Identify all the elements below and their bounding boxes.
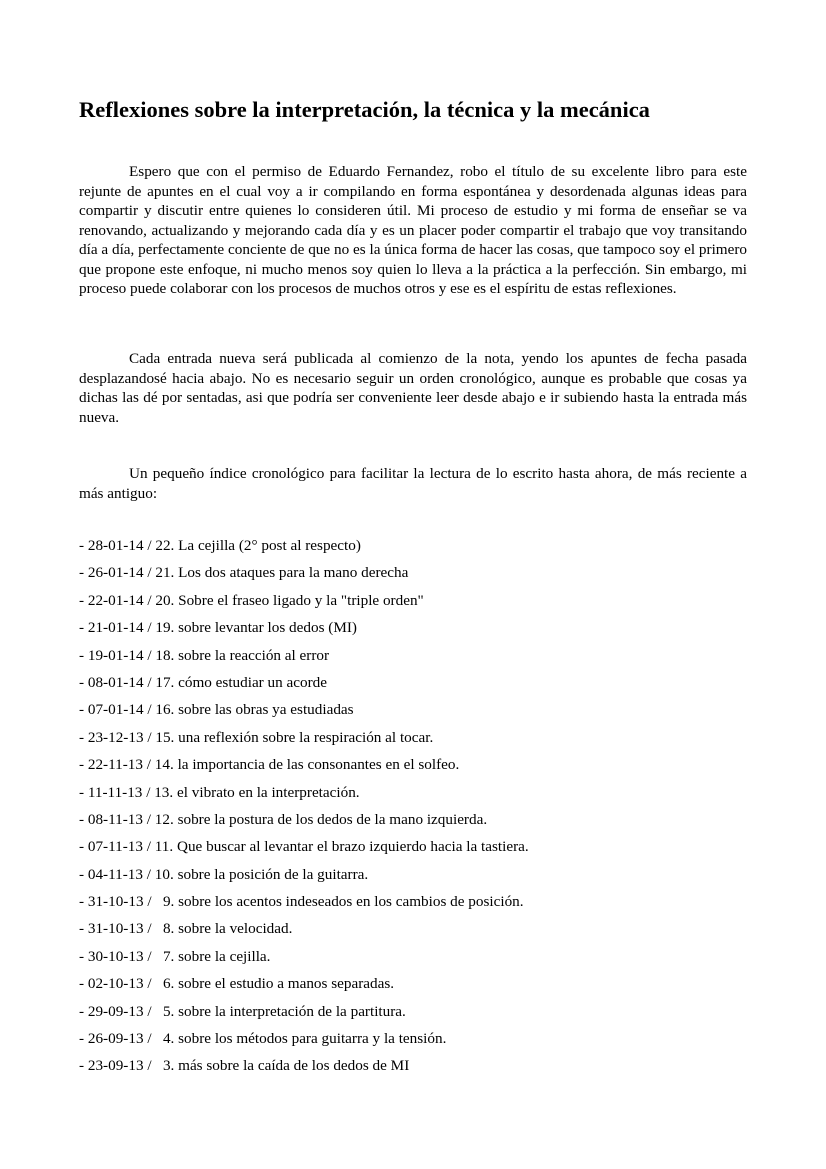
index-entry: - 23-09-13 / 3. más sobre la caída de los dedos de MI: [79, 1057, 410, 1075]
index-entry: - 21-01-14 / 19. sobre levantar los dedos (MI): [79, 619, 357, 637]
intro-paragraph: Espero que con el permiso de Eduardo Fernandez, robo el título de su excelente libro para este rejunte de apuntes en el cual voy a ir compilando en forma espontánea y desordenada algunas ideas para compartir y discutir entre quienes lo consideren útil. Mi proceso de estudio y mi forma de enseñar se va renovando, actualizando y mejorando cada día y es un placer poder compartir el trabajo que voy transitando día a día, perfectamente conciente de que no es la única forma de hacer las cosas, que tampoco soy el primero que propone este enfoque, ni mucho menos soy quien lo lleva a la práctica a la perfección. Sin embargo, mi proceso puede colaborar con los procesos de muchos otros y ese es el espíritu de estas reflexiones.: [79, 163, 747, 297]
index-entry: - 22-11-13 / 14. la importancia de las consonantes en el solfeo.: [79, 756, 460, 774]
index-entry: - 29-09-13 / 5. sobre la interpretación de la partitura.: [79, 1002, 406, 1020]
index-entry: - 08-11-13 / 12. sobre la postura de los dedos de la mano izquierda.: [79, 810, 488, 828]
index-entry: - 26-01-14 / 21. Los dos ataques para la mano derecha: [79, 564, 409, 582]
index-entry: - 31-10-13 / 9. sobre los acentos indeseados en los cambios de posición.: [79, 893, 524, 911]
document-title: Reflexiones sobre la interpretación, la técnica y la mecánica: [79, 97, 650, 122]
index-entry: - 02-10-13 / 6. sobre el estudio a manos separadas.: [79, 975, 395, 993]
index-entry: - 11-11-13 / 13. el vibrato en la interpretación.: [79, 783, 360, 801]
index-entry: - 19-01-14 / 18. sobre la reacción al error: [79, 646, 330, 664]
index-intro-paragraph: Un pequeño índice cronológico para facilitar la lectura de lo escrito hasta ahora, de más reciente a más antiguo:: [79, 465, 747, 502]
index-entry: - 31-10-13 / 8. sobre la velocidad.: [79, 920, 293, 938]
index-entry: - 07-01-14 / 16. sobre las obras ya estudiadas: [79, 701, 354, 719]
index-entry: - 22-01-14 / 20. Sobre el fraseo ligado y la "triple orden": [79, 591, 424, 609]
index-entry: - 23-12-13 / 15. una reflexión sobre la respiración al tocar.: [79, 728, 434, 746]
index-entry: - 07-11-13 / 11. Que buscar al levantar el brazo izquierdo hacia la tastiera.: [79, 838, 529, 856]
chronological-index: [79, 536, 759, 1084]
index-entry: - 28-01-14 / 22. La cejilla (2° post al respecto): [79, 537, 361, 554]
index-entry: - 04-11-13 / 10. sobre la posición de la guitarra.: [79, 865, 369, 883]
index-entry: - 08-01-14 / 17. cómo estudiar un acorde: [79, 673, 327, 691]
order-paragraph: Cada entrada nueva será publicada al comienzo de la nota, yendo los apuntes de fecha pasada desplazandosé hacia abajo. No es necesario seguir un orden cronológico, aunque es probable que cosas ya dichas las dé por sentadas, asi que podría ser conveniente leer desde abajo e ir subiendo hasta la entrada más nueva.: [79, 350, 747, 426]
index-entry: - 30-10-13 / 7. sobre la cejilla.: [79, 947, 271, 965]
index-entry: - 26-09-13 / 4. sobre los métodos para guitarra y la tensión.: [79, 1030, 447, 1048]
